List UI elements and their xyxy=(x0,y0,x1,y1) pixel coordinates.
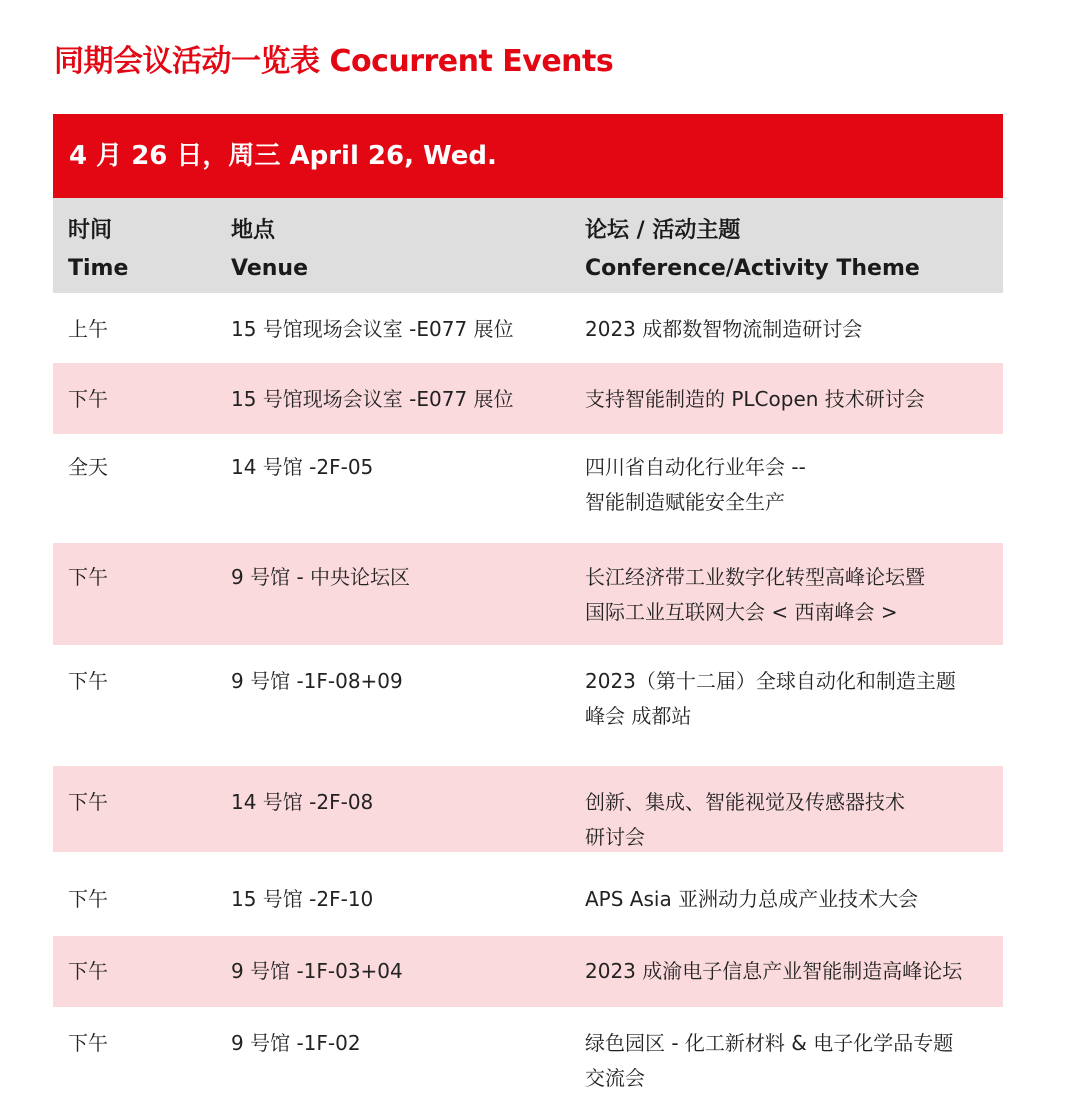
venue-cell-line: 14 号馆 -2F-05 xyxy=(231,455,374,479)
theme-cell-line: 峰会 成都站 xyxy=(585,704,692,728)
time-cell-line: 下午 xyxy=(68,1031,108,1055)
venue-cell-line: 9 号馆 -1F-08+09 xyxy=(231,669,403,693)
header-venue-cn: 地点 xyxy=(231,218,276,243)
time-cell-line: 上午 xyxy=(68,317,108,341)
time-cell-line: 下午 xyxy=(68,669,108,693)
theme-cell-line: 四川省自动化行业年会 -- xyxy=(585,455,806,479)
table-body xyxy=(53,293,1003,1102)
time-cell-line: 下午 xyxy=(68,565,108,589)
theme-cell-line: 交流会 xyxy=(585,1066,645,1090)
time-cell xyxy=(68,954,218,989)
time-cell xyxy=(68,450,218,485)
header-time-en: Time xyxy=(68,256,129,281)
venue-cell-line: 15 号馆现场会议室 -E077 展位 xyxy=(231,317,514,341)
time-cell xyxy=(68,382,218,417)
theme-cell-line: 绿色园区 - 化工新材料 & 电子化学品专题 xyxy=(585,1031,954,1055)
time-cell-line: 下午 xyxy=(68,387,108,411)
venue-cell xyxy=(231,450,571,485)
table-row xyxy=(53,852,1003,936)
table-row xyxy=(53,543,1003,645)
header-venue xyxy=(231,212,571,288)
theme-cell-line: 支持智能制造的 PLCopen 技术研讨会 xyxy=(585,387,925,411)
time-cell xyxy=(68,1026,218,1061)
venue-cell xyxy=(231,1026,571,1061)
venue-cell-line: 9 号馆 -1F-03+04 xyxy=(231,959,403,983)
theme-cell xyxy=(585,664,1001,734)
time-cell xyxy=(68,560,218,595)
theme-cell-line: 智能制造赋能安全生产 xyxy=(585,490,785,514)
theme-cell-line: 长江经济带工业数字化转型高峰论坛暨 xyxy=(585,565,925,589)
theme-cell-line: 研讨会 xyxy=(585,825,645,849)
venue-cell xyxy=(231,954,571,989)
table-row xyxy=(53,293,1003,363)
theme-cell xyxy=(585,560,1001,630)
venue-cell-line: 14 号馆 -2F-08 xyxy=(231,790,374,814)
venue-cell xyxy=(231,312,571,347)
table-row xyxy=(53,363,1003,434)
header-venue-en: Venue xyxy=(231,256,308,281)
time-cell xyxy=(68,664,218,699)
theme-cell-line: 国际工业互联网大会 < 西南峰会 > xyxy=(585,600,898,624)
table-row xyxy=(53,936,1003,1007)
venue-cell xyxy=(231,382,571,417)
venue-cell xyxy=(231,664,571,699)
header-theme-cn: 论坛 / 活动主题 xyxy=(585,218,741,243)
table-header xyxy=(53,198,1003,293)
theme-cell-line: APS Asia 亚洲动力总成产业技术大会 xyxy=(585,887,919,911)
theme-cell-line: 2023 成渝电子信息产业智能制造高峰论坛 xyxy=(585,959,963,983)
venue-cell xyxy=(231,882,571,917)
date-banner: 4 月 26 日，周三 April 26, Wed. xyxy=(53,114,1003,198)
theme-cell xyxy=(585,954,1001,989)
time-cell-line: 下午 xyxy=(68,887,108,911)
table-row xyxy=(53,434,1003,543)
time-cell xyxy=(68,312,218,347)
header-time-cn: 时间 xyxy=(68,218,113,243)
venue-cell-line: 15 号馆 -2F-10 xyxy=(231,887,374,911)
theme-cell xyxy=(585,882,1001,917)
time-cell-line: 全天 xyxy=(68,455,108,479)
table-row xyxy=(53,1007,1003,1102)
venue-cell xyxy=(231,560,571,595)
venue-cell xyxy=(231,785,571,820)
theme-cell xyxy=(585,382,1001,417)
time-cell-line: 下午 xyxy=(68,790,108,814)
theme-cell-line: 2023（第十二届）全球自动化和制造主题 xyxy=(585,669,956,693)
venue-cell-line: 9 号馆 - 中央论坛区 xyxy=(231,565,411,589)
theme-cell xyxy=(585,312,1001,347)
table-row xyxy=(53,766,1003,852)
time-cell-line: 下午 xyxy=(68,959,108,983)
page-title: 同期会议活动一览表 Cocurrent Events xyxy=(54,44,614,79)
venue-cell-line: 15 号馆现场会议室 -E077 展位 xyxy=(231,387,514,411)
theme-cell xyxy=(585,1026,1001,1096)
time-cell xyxy=(68,882,218,917)
events-table xyxy=(53,114,1003,1102)
table-row xyxy=(53,645,1003,766)
theme-cell xyxy=(585,785,1001,855)
header-theme xyxy=(585,212,1001,288)
theme-cell-line: 创新、集成、智能视觉及传感器技术 xyxy=(585,790,905,814)
theme-cell xyxy=(585,450,1001,520)
header-theme-en: Conference/Activity Theme xyxy=(585,256,920,281)
theme-cell-line: 2023 成都数智物流制造研讨会 xyxy=(585,317,863,341)
time-cell xyxy=(68,785,218,820)
header-time xyxy=(68,212,218,288)
venue-cell-line: 9 号馆 -1F-02 xyxy=(231,1031,361,1055)
